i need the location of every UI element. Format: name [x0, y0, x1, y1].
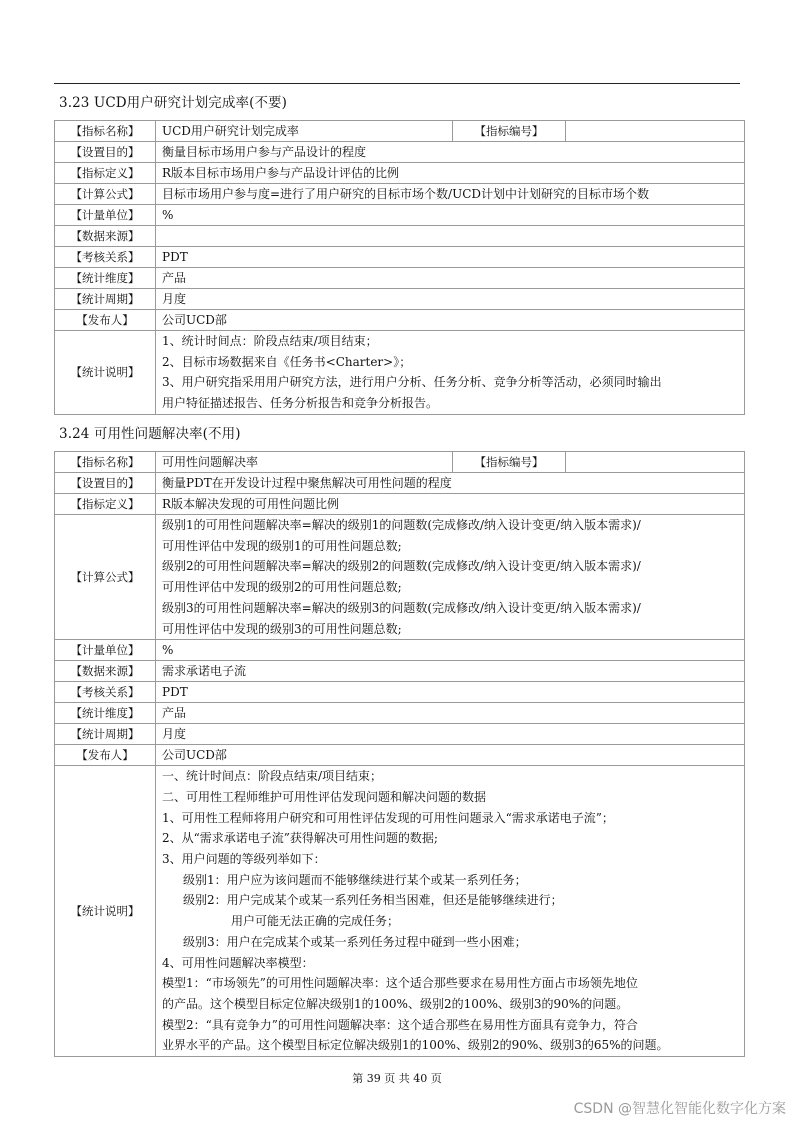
table-row	[55, 289, 745, 310]
table-row	[55, 310, 745, 331]
notes-line: 一、统计时间点：阶段点结束/项目结束；	[162, 769, 383, 784]
formula-value: 目标市场用户参与度=进行了用户研究的目标市场个数/UCD计划中计划研究的目标市场个数	[156, 184, 745, 205]
unit-value: %	[156, 205, 745, 226]
table-row	[55, 661, 745, 682]
unit-label: 【计量单位】	[55, 205, 156, 226]
purpose-value: 衡量PDT在开发设计过程中聚焦解决可用性问题的程度	[156, 473, 745, 494]
source-label: 【数据来源】	[55, 226, 156, 247]
table-row	[55, 515, 745, 640]
indicator-table-ucd	[54, 120, 745, 415]
period-value: 月度	[156, 289, 745, 310]
code-value	[566, 121, 745, 142]
definition-value: R版本目标市场用户参与产品设计评估的比例	[156, 163, 745, 184]
publisher-label: 【发布人】	[55, 745, 156, 766]
table-row	[55, 494, 745, 515]
definition-label: 【指标定义】	[55, 494, 156, 515]
dimension-label: 【统计维度】	[55, 703, 156, 724]
table-row	[55, 640, 745, 661]
notes-line: 模型2：“具有竞争力”的可用性问题解决率：这个适合那些在易用性方面具有竞争力，符合	[162, 1017, 638, 1032]
formula-line: 级别2的可用性问题解决率=解决的级别2的问题数(完成修改/纳入设计变更/纳入版本需求)/	[162, 559, 641, 574]
table-row	[55, 247, 745, 268]
notes-line: 级别1：用户应为该问题而不能够继续进行某个或某一系列任务；	[183, 872, 527, 887]
formula-line: 可用性评估中发现的级别1的可用性问题总数;	[162, 538, 402, 553]
code-label: 【指标编号】	[453, 452, 566, 473]
period-value: 月度	[156, 724, 745, 745]
notes-line: 业界水平的产品。这个模型目标定位解决级别1的100%、级别2的90%、级别3的65%的问题。	[162, 1038, 669, 1053]
name-label: 【指标名称】	[55, 452, 156, 473]
unit-value: %	[156, 640, 745, 661]
dimension-label: 【统计维度】	[55, 268, 156, 289]
source-label: 【数据来源】	[55, 661, 156, 682]
section-title-3-23: 3.23 UCD用户研究计划完成率(不要)	[59, 95, 288, 111]
assessment-value: PDT	[156, 682, 745, 703]
name-value: UCD用户研究计划完成率	[156, 121, 453, 142]
formula-value	[156, 515, 745, 640]
code-label: 【指标编号】	[453, 121, 566, 142]
formula-line: 级别3的可用性问题解决率=解决的级别3的问题数(完成修改/纳入设计变更/纳入版本需求)/	[162, 600, 641, 615]
notes-line: 级别3：用户在完成某个或某一系列任务过程中碰到一些小困难；	[183, 934, 527, 949]
table-row	[55, 226, 745, 247]
notes-label: 【统计说明】	[55, 766, 156, 1057]
table-row	[55, 121, 745, 142]
formula-line: 可用性评估中发现的级别3的可用性问题总数;	[162, 621, 402, 636]
purpose-label: 【设置目的】	[55, 473, 156, 494]
assessment-label: 【考核关系】	[55, 682, 156, 703]
table-row	[55, 163, 745, 184]
publisher-value: 公司UCD部	[156, 745, 745, 766]
formula-label: 【计算公式】	[55, 184, 156, 205]
notes-line: 用户可能无法正确的完成任务；	[231, 914, 400, 929]
notes-label: 【统计说明】	[55, 331, 156, 415]
notes-value	[156, 766, 745, 1057]
table-row	[55, 184, 745, 205]
table-row	[55, 268, 745, 289]
formula-label: 【计算公式】	[55, 515, 156, 640]
assessment-label: 【考核关系】	[55, 247, 156, 268]
page-number: 第 39 页 共 40 页	[352, 1072, 442, 1085]
purpose-label: 【设置目的】	[55, 142, 156, 163]
table-row	[55, 745, 745, 766]
table-row	[55, 142, 745, 163]
notes-value	[156, 331, 745, 415]
notes-line: 级别2：用户完成某个或某一系列任务相当困难，但还是能够继续进行；	[183, 893, 563, 908]
header-rule	[54, 83, 740, 84]
name-label: 【指标名称】	[55, 121, 156, 142]
publisher-value: 公司UCD部	[156, 310, 745, 331]
table-row	[55, 703, 745, 724]
section-title-3-24: 3.24 可用性问题解决率(不用)	[59, 426, 241, 442]
notes-line: 2、从“需求承诺电子流”获得解决可用性问题的数据;	[162, 831, 438, 846]
source-value	[156, 226, 745, 247]
table-row	[55, 331, 745, 415]
dimension-value: 产品	[156, 703, 745, 724]
table-row	[55, 205, 745, 226]
assessment-value: PDT	[156, 247, 745, 268]
period-label: 【统计周期】	[55, 724, 156, 745]
table-row	[55, 452, 745, 473]
notes-line: 1、可用性工程师将用户研究和可用性评估发现的可用性问题录入“需求承诺电子流”；	[162, 810, 614, 825]
notes-line: 1、统计时间点：阶段点结束/项目结束；	[162, 334, 378, 348]
formula-line: 级别1的可用性问题解决率=解决的级别1的问题数(完成修改/纳入设计变更/纳入版本需求)/	[162, 518, 641, 532]
table-row	[55, 724, 745, 745]
purpose-value: 衡量目标市场用户参与产品设计的程度	[156, 142, 745, 163]
notes-line: 3、用户研究指采用用户研究方法，进行用户分析、任务分析、竞争分析等活动，必须同时输出	[162, 375, 662, 390]
table-row	[55, 473, 745, 494]
notes-line: 4、可用性问题解决率模型：	[162, 955, 314, 970]
notes-line: 3、用户问题的等级列举如下：	[162, 852, 326, 867]
code-value	[566, 452, 745, 473]
indicator-table-usability	[54, 451, 745, 1057]
notes-line: 用户特征描述报告、任务分析报告和竞争分析报告。	[162, 396, 439, 411]
definition-label: 【指标定义】	[55, 163, 156, 184]
name-value: 可用性问题解决率	[156, 452, 453, 473]
notes-line: 二、可用性工程师维护可用性评估发现问题和解决问题的数据	[162, 789, 487, 804]
unit-label: 【计量单位】	[55, 640, 156, 661]
source-value: 需求承诺电子流	[156, 661, 745, 682]
notes-line: 的产品。这个模型目标定位解决级别1的100%、级别2的100%、级别3的90%的问题。	[162, 996, 629, 1011]
formula-line: 可用性评估中发现的级别2的可用性问题总数;	[162, 580, 402, 595]
dimension-value: 产品	[156, 268, 745, 289]
notes-line: 模型1：“市场领先”的可用性问题解决率：这个适合那些要求在易用性方面占市场领先地位	[162, 976, 638, 991]
publisher-label: 【发布人】	[55, 310, 156, 331]
table-row	[55, 682, 745, 703]
definition-value: R版本解决发现的可用性问题比例	[156, 494, 745, 515]
table-row	[55, 766, 745, 1057]
csdn-watermark: CSDN @智慧化智能化数字化方案	[573, 1101, 786, 1117]
period-label: 【统计周期】	[55, 289, 156, 310]
notes-line: 2、目标市场数据来自《任务书<Charter>》；	[162, 354, 412, 369]
